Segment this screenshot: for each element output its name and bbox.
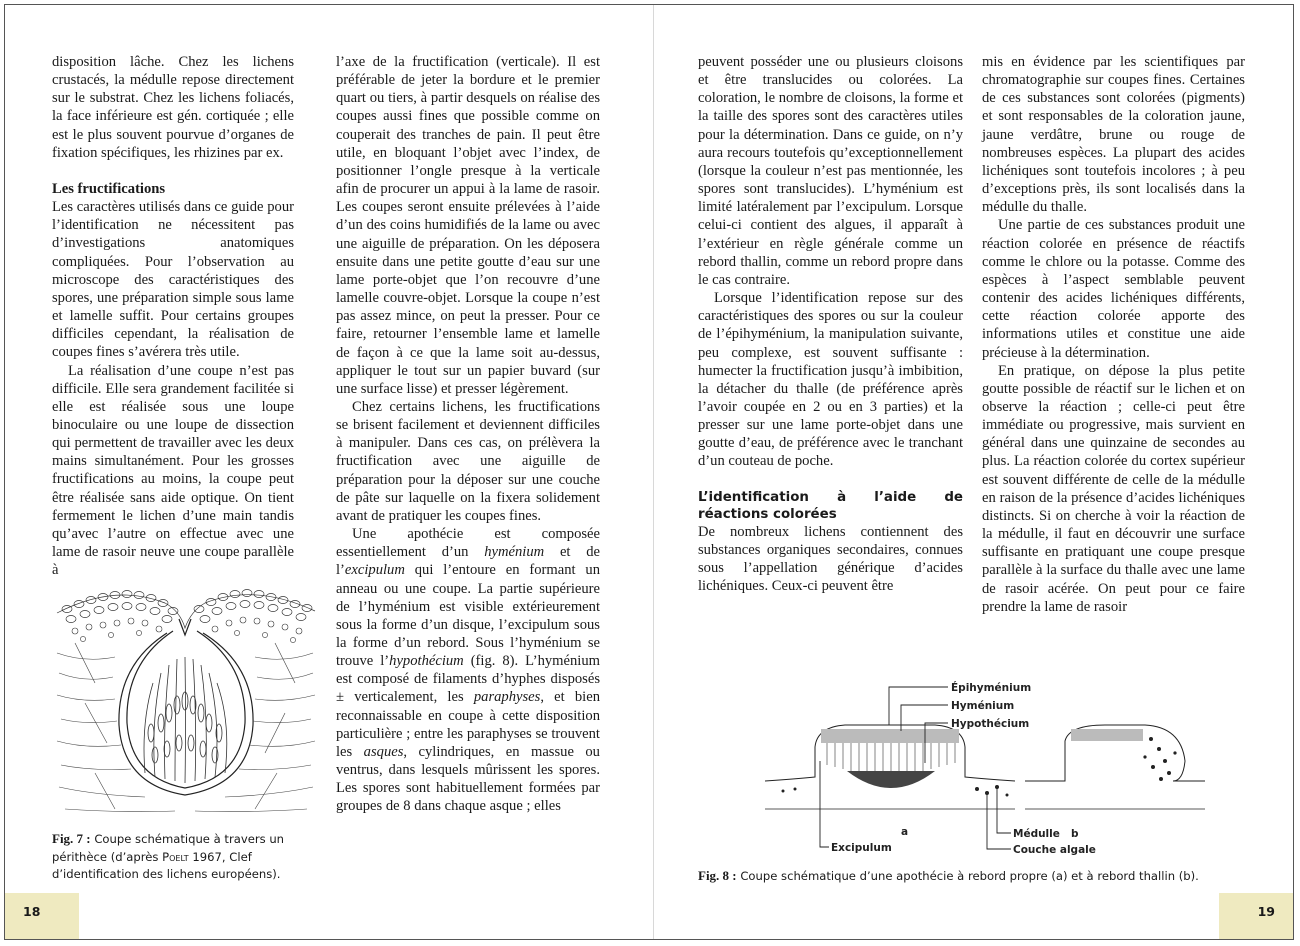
paragraph: Les caractères utilisés dans ce guide pour l’identification ne nécessitent pas d’investigations anatomiques compliquées. Pour l’observation au microscope des caractéristiques des spores, une préparation simple sous lame et lamelle suffit. Pour certains groupes difficiles cependant, la réalisation de coupes fines s’avérera très utile.: [52, 199, 294, 361]
paragraph: Chez certains lichens, les fructifications se brisent facilement et deviennent difficiles à manipuler. Dans ces cas, on prélèvera la fructification avec une aiguille de préparation pour la déposer sur une couche de pâte sur laquelle on la fixera solidement avant de pratiquer les coupes fines.: [336, 398, 600, 524]
fig8-caption-text: Coupe schématique d’une apothécie à rebord propre (a) et à rebord thallin (b).: [740, 869, 1199, 883]
right-page-column-2: [982, 53, 1245, 616]
fig7-caption-label: Fig. 7 :: [52, 831, 91, 846]
left-page-column-1: [52, 53, 294, 579]
asci-and-spores: [144, 657, 227, 783]
paragraph: Lorsque l’identification repose sur des caractéristiques des spores ou sur la couleur de l’épihyménium, la manipulation suivante, peu complexe, est souvent suffisante : humecter la fructification jusqu’à imbibition, la détacher du thalle (de préférence après l’avoir coupée en 2 ou en 3 parties) et la presser sur une lame porte-objet dans une goutte d’eau, de préférence avec le tranchant d’un couteau de poche.: [698, 290, 963, 470]
left-page-column-2: [336, 53, 600, 816]
hypothecium-a: [847, 771, 935, 788]
book-spread: [4, 4, 1294, 940]
section-heading-fructifications: Les fructifications: [52, 180, 166, 197]
section-heading-reactions: L’identification à l’aide de réactions colorées: [698, 489, 963, 522]
medulla-hyphae: [57, 643, 315, 812]
hymenium-lines-a: [827, 743, 955, 773]
fig8-apothecium-illustration: [765, 669, 1205, 863]
label-hymenium: Hyménium: [951, 700, 1015, 712]
page-number-left: 18: [5, 893, 79, 939]
fig7-caption-text: Coupe schématique à travers un périthèce (d’après: [52, 832, 285, 864]
paragraph: En pratique, on dépose la plus petite goutte possible de réactif sur le lichen et on observe la réaction ; celle-ci peut être immédiate ou progressive, mais survient en général dans une quinzaine de secondes au plus. La réaction colorée du cortex supérieur est souvent différente de celle de la médulle en raison de la présence d’acides lichéniques distincts. Si on cherche à voir la réaction de la médulle, il faut en découvrir une surface suffisante en pratiquant une coupe presque parallèle à la surface du thalle avec une lame de rasoir acérée. On peut pour ce faire prendre la lame de rasoir: [982, 362, 1245, 615]
label-medulle: Médulle: [1013, 828, 1060, 840]
thallus-a: [765, 725, 1015, 809]
fig8-caption-label: Fig. 8 :: [698, 868, 737, 883]
label-hypothecium: Hypothécium: [951, 718, 1030, 730]
label-excipulum: Excipulum: [831, 842, 892, 854]
label-a: a: [901, 826, 909, 838]
page-number-right: 19: [1219, 893, 1293, 939]
page-gutter: [653, 5, 654, 939]
perithecium-wall: [119, 619, 253, 795]
paragraph-apothecie: Une apothécie est composée essentiellement d’un hyménium et de l’excipulum qui l’entoure en formant un anneau ou une coupe. La partie supérieure de l’hyménium est visible extérieurement sous la forme d’un disque, l’excipulum sous la forme d’un rebord. Sous l’hyménium se trouve l’hypothécium (fig. 8). L’hyménium est composé de filaments d’hyphes disposés ± verticalement, les paraphyses, et bien reconnaissable en coupe à cette disposition particulière ; entre les paraphyses se trouvent les asques, cylindriques, en massue ou ventrus, dans lesquels mûrissent les spores. Les spores sont habituellement formées par groupes de 8 dans chaque asque ; elles: [336, 526, 601, 815]
paragraph: disposition lâche. Chez les lichens crustacés, la médulle repose directement sur le substrat. Chez les lichens foliacés, la face inférieure est gén. cortiquée ; elle est le plus souvent pourvue d’organes de fixation spécifiques, les rhizines par ex.: [52, 54, 294, 161]
fig7-caption-text-end: 1967, Clef d’identification des lichens européens).: [52, 849, 281, 881]
label-couche-algale: Couche algale: [1013, 844, 1096, 856]
fig7-perithecium-illustration: [55, 573, 317, 821]
paragraph: De nombreux lichens contiennent des substances organiques secondaires, connues sous l’appellation générique d’acides lichéniques. Ceux-ci peuvent être: [698, 523, 963, 595]
thallus-b: [1025, 725, 1205, 809]
fig7-caption-author: Poelt: [162, 849, 189, 864]
label-b: b: [1071, 828, 1079, 840]
algae-dots-b: [1143, 737, 1176, 781]
fig7-caption: [52, 830, 302, 884]
right-page-column-1: [698, 53, 963, 595]
fig8-caption: [698, 867, 1258, 886]
paragraph: l’axe de la fructification (verticale). Il est préférable de jeter la bordure et le premier quart ou tiers, à partir desquels on réalise des coupes aussi fines que possible comme on couperait des tranches de pain. Il peut être utile, en bloquant l’objet avec l’index, de positionner l’ongle presque à la verticale afin de procurer un appui à la lame de rasoir. Les coupes seront ensuite prélevées à l’aide d’un des coins humidifiés de la lame ou avec une aiguille de préparation. On les déposera ensuite dans une petite goutte d’eau sur une lame porte-objet que l’on recouvre d’une lamelle couvre-objet. Lorsque la coupe n’est pas assez mince, on peut la presser. Pour ce faire, retourner l’ensemble lame et lamelle de façon à ce que la lame soit au-dessus, appliquer le tout sur un papier buvard (sur une surface lisse) et presser légèrement.: [336, 54, 600, 397]
upper-cortex-cells: [57, 590, 315, 629]
paragraph: Une partie de ces substances produit une réaction colorée en présence de réactifs comme le chlore ou la potasse. Comme des espèces à l’aspect semblable peuvent contenir des acides lichéniques différents, cette réaction colorée apporte des informations utiles et constitue une aide précieuse à la détermination.: [982, 217, 1245, 361]
label-epihymenium: Épihyménium: [951, 682, 1032, 694]
paragraph: mis en évidence par les scientifiques par chromatographie sur coupes fines. Certaines de ces substances sont colorées (pigments) et sont responsables de la coloration jaune, jaune verdâtre, brune ou rouge de nombreuses espèces. La plupart des acides lichéniques sont toutefois incolores ; à peu d’exceptions près, ils sont localisés dans la médulle du thalle.: [982, 54, 1245, 216]
paragraph: peuvent posséder une ou plusieurs cloisons et être translucides ou colorées. La coloration, le nombre de cloisons, la forme et la taille des spores sont des caractères utiles pour la détermination. Dans ce guide, on n’y aura recours toutefois qu’exceptionnellement (lorsque la couleur n’est pas mentionnée, les spores sont translucides). L’hyménium est limité latéralement par l’excipulum. Lorsque celui-ci contient des algues, il apparaît à l’extérieur en règle générale comme un rebord thallin, comme un rebord propre dans le cas contraire.: [698, 54, 963, 288]
paragraph: La réalisation d’une coupe n’est pas difficile. Elle sera grandement facilitée si elle est réalisée sous une loupe binoculaire ou une loupe de dissection qui permettent de travailler avec les deux mains simultanément. Pour les grosses fructifications au moins, la coupe peut être réalisée sans aide optique. On tient fermement le lichen d’une main tandis qu’avec l’autre on effectue avec une lame de rasoir neuve une coupe parallèle à: [52, 362, 294, 579]
